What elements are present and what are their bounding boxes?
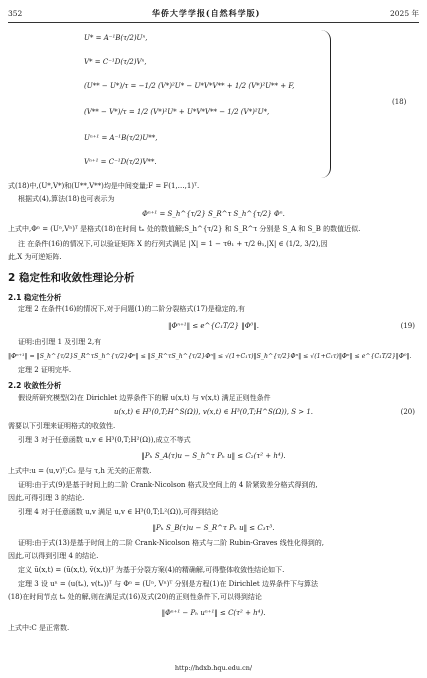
lemma-3-note: 上式中:u = (u,v)ᵀ;C₂ 是与 τ,h 无关的正常数. [8,467,152,475]
definition-exact-solution: 定义 ũ(x,t) = (ũ(x,t), ṽ(x,t))ᵀ 为基于分裂方案(4)的精确解,可得整体收敛性结论如下. [18,566,285,574]
section-2-heading: 2 稳定性和收敛性理论分析 [8,272,135,284]
theorem-2-equation: ‖Φⁿ⁺¹‖ ≤ e^{C₁T/2} ‖Φ⁰‖. [168,322,259,330]
equation-phi: Φⁿ⁺¹ = S_h^{τ/2} S_R^τ S_h^{τ/2} Φⁿ. [142,210,285,218]
subsection-2-1-heading: 2.1 稳定性分析 [8,293,62,302]
lemma-4-statement: 引理 4 对于任意函数 u,v 满足 u,v ∈ H³(0,T;L²(Ω)),可得到结论 [18,508,219,516]
eq18-line-2: V* = C⁻¹D(τ/2)Vⁿ, [84,58,147,66]
page-number: 352 [8,8,23,18]
note-line-2: 此,X 为可逆矩阵. [8,253,62,261]
convergence-assumption: 假设所研究模型(2)在 Dirichlet 边界条件下的解 u(x,t) 与 v(x,t) 满足正则性条件 [18,394,271,402]
lemma-3-statement: 引理 3 对于任意函数 u,v ∈ H³(0,T;H²(Ω)),成立不等式 [18,436,191,444]
subsection-2-2-heading: 2.2 收敛性分析 [8,381,62,390]
theorem-3-line-1: 定理 3 设 uⁿ = (u(tₙ), v(tₙ))ᵀ 与 Φⁿ = (Uⁿ, Vⁿ)ᵀ 分别是方程(1)在 Dirichlet 边界条件下与算法 [18,580,318,588]
theorem-3-line-2: (18)在时间节点 tₙ 处的解,则在满足式(16)及式(20)的正则性条件下,可以得到结论 [8,593,262,601]
para-phi-definition: 上式中,Φⁿ = (Uⁿ,Vⁿ)ᵀ 是格式(18)在时间 tₙ 处的数值解;S_h^{τ/2} 和 S_R^τ 分别是 S_A 和 S_B 的数值近似. [8,225,361,233]
lemma-3-equation: ‖Pₕ S_A(τ)u − S_h^τ Pₕ u‖ ≤ C₂(τ² + h⁴). [141,452,286,460]
eq18-right-brace [320,30,331,178]
eq18-line-5: Uⁿ⁺¹ = A⁻¹B(τ/2)U**, [84,134,158,142]
eq18-line-6: Vⁿ⁺¹ = C⁻¹D(τ/2)V**. [84,158,157,166]
eq18-line-4: (V** − V*)/τ = 1/2 (V*)²U* + U*V*V** − 1/2 (V*)²U*, [84,108,270,116]
footer-url: http://hdxb.hqu.edu.cn/ [174,664,253,672]
eq18-line-3: (U** − U*)/τ = −1/2 (V*)²U* − U*V*V** + 1/2 (V*)²U** + F, [84,82,295,90]
lemma-3-proof-line-1: 证明:由于式(9)是基于时间上的二阶 Crank-Nicolson 格式及空间上的 4 阶紧致差分格式得到的, [18,481,318,489]
para-intermediate-variables: 式(18)中,(U*,V*)和(U**,V**)均是中间变量;F = F(1,…,1)ᵀ. [8,182,200,190]
lemma-4-proof-line-2: 因此,可以得到引理 4 的结论. [8,552,99,560]
theorem-2-statement: 定理 2 在条件(16)的情况下,对于问题(1)的二阶分裂格式(17)是稳定的,有 [18,305,246,313]
year: 2025 年 [390,8,419,18]
convergence-lemma-intro: 需要以下引理来证明格式的收敛性. [8,422,116,430]
lemma-3-proof-line-2: 因此,可得引理 3 的结论. [8,494,85,502]
equation-18-block [84,30,414,180]
theorem-3-note: 上式中:C 是正常数. [8,624,70,632]
proof-2-intro: 证明:由引理 1 及引理 2,有 [18,338,102,346]
journal-title: 华侨大学学报(自然科学版) [151,7,261,18]
lemma-4-equation: ‖Pₕ S_B(τ)u − S_R^τ Pₕ u‖ ≤ C₃τ³. [152,524,275,532]
regularity-equation: u(x,t) ∈ H³(0,T;H^S(Ω)), v(x,t) ∈ H³(0,T;H^S(Ω)), S > 1. [113,408,314,416]
para-alternative-form: 根据式(4),算法(18)也可表示为 [18,195,115,203]
eq18-number: (18) [392,98,407,106]
eq19-number: (19) [400,322,415,330]
page-header [8,6,419,20]
theorem-3-equation: ‖Φⁿ⁺¹ − Pₕ uⁿ⁺¹‖ ≤ C(τ² + h⁴). [161,609,266,617]
proof-2-done: 定理 2 证明完毕. [18,366,72,374]
lemma-4-proof-line-1: 证明:由于式(13)是基于时间上的二阶 Crank-Nicolson 格式与二阶 Rubin-Graves 线性化得到的, [18,539,324,547]
proof-2-equation: ‖Φⁿ⁺¹‖ = ‖S_h^{τ/2}S_R^τS_h^{τ/2}Φⁿ‖ ≤ ‖S_R^τS_h^{τ/2}Φⁿ‖ ≤ √(1+C₁τ)‖S_h^{τ/2}Φⁿ‖ ≤ √(1+C₁τ)‖Φⁿ‖ ≤ e^{C₁T/2}‖Φ⁰‖. [8,353,412,360]
eq20-number: (20) [400,408,415,416]
header-rule [8,22,419,23]
note-line-1: 注 在条件(16)的情况下,可以验证矩阵 X 的行列式满足 |X| = 1 − τθ₁ + τ/2 θ₁,|X| ∈ (1/2, 3/2),因 [18,240,328,248]
eq18-line-1: U* = A⁻¹B(τ/2)Uⁿ, [84,34,148,42]
